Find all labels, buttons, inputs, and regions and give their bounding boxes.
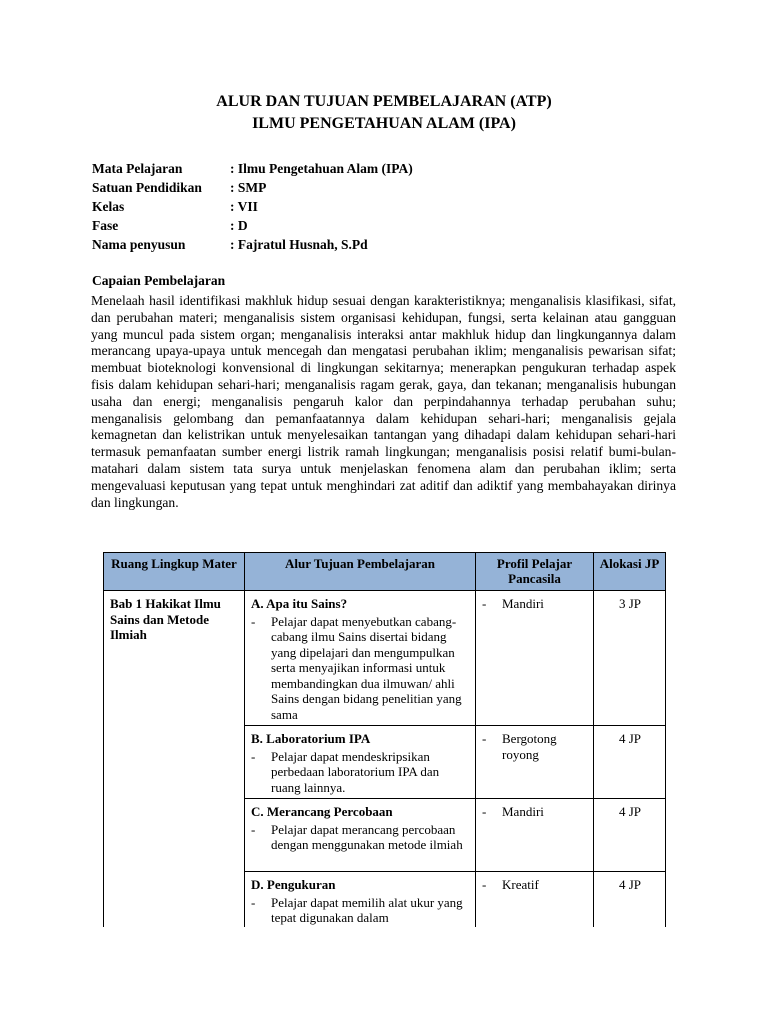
meta-row-kelas: [92, 197, 413, 216]
list-item: [251, 614, 470, 723]
list-item: [482, 731, 588, 762]
atp-cell: [245, 872, 476, 932]
header-ruang-lingkup: Ruang Lingkup Mater: [104, 553, 245, 591]
capaian-heading: Capaian Pembelajaran: [92, 273, 226, 288]
jp-cell: 4 JP: [594, 726, 666, 799]
atp-bullet-text: Pelajar dapat merancang percobaan dengan menggunakan metode ilmiah: [271, 821, 463, 852]
atp-table: [103, 552, 666, 932]
atp-heading: C. Merancang Percobaan: [251, 804, 393, 819]
atp-bullet-text: Pelajar dapat memilih alat ukur yang tepat digunakan dalam: [271, 894, 463, 925]
list-item: [251, 749, 470, 796]
profil-cell: [476, 726, 594, 799]
meta-value: : SMP: [230, 180, 267, 195]
table-header-row: [104, 553, 666, 591]
meta-row-nama-penyusun: [92, 235, 413, 254]
atp-cell: [245, 726, 476, 799]
meta-value: : Ilmu Pengetahuan Alam (IPA): [230, 161, 413, 176]
atp-bullet-text: Pelajar dapat menyebutkan cabang-cabang ilmu Sains disertai bidang yang dipelajari dan mengumpulkan serta menyajikan informasi untuk membandingkan dua ilmuwan/ ahli Sains dengan bidang penelitian yang sama: [271, 613, 462, 722]
atp-heading: D. Pengukuran: [251, 877, 336, 892]
dash-bullet: -: [482, 877, 487, 892]
dash-bullet: -: [482, 596, 487, 611]
dash-bullet: -: [251, 821, 256, 837]
atp-heading: B. Laboratorium IPA: [251, 731, 371, 746]
header-alur-tujuan: Alur Tujuan Pembelajaran: [245, 553, 476, 591]
page-bottom-margin: [0, 927, 768, 1024]
profil-cell: [476, 799, 594, 872]
atp-cell: [245, 799, 476, 872]
atp-heading: A. Apa itu Sains?: [251, 596, 348, 611]
meta-row-mata-pelajaran: [92, 159, 413, 178]
scope-cell: Bab 1 Hakikat Ilmu Sains dan Metode Ilmiah: [104, 591, 245, 932]
jp-cell: 4 JP: [594, 799, 666, 872]
dash-bullet: -: [251, 613, 256, 629]
document-title: ALUR DAN TUJUAN PEMBELAJARAN (ATP): [216, 93, 552, 110]
list-item: [251, 895, 470, 926]
header-alokasi-jp: Alokasi JP: [594, 553, 666, 591]
list-item: [482, 596, 588, 612]
profil-cell: [476, 591, 594, 726]
dash-bullet: -: [251, 748, 256, 764]
header-profil-pelajar: Profil Pelajar Pancasila: [476, 553, 594, 591]
atp-bullet-text: Pelajar dapat mendeskripsikan perbedaan laboratorium IPA dan ruang lainnya.: [271, 748, 440, 795]
jp-cell: 4 JP: [594, 872, 666, 932]
capaian-paragraph: Menelaah hasil identifikasi makhluk hidup sesuai dengan karakteristiknya; menganalisis klasifikasi, sifat, dan perubahan materi; menganalisis sistem organisasi kehidupan, fungsi, serta kelainan atau gangguan yang muncul pada sistem organ; menganalisis interaksi antar makhluk hidup dan lingkungannya dalam merancang upaya-upaya untuk mencegah dan mengatasi perubahan iklim; menganalisis pewarisan sifat; membuat bioteknologi konvensional di lingkungan sekitarnya; menerapkan pengukuran terhadap aspek fisis dalam kehidupan sehari-hari; menganalisis ragam gerak, gaya, dan tekanan; menganalisis hubungan usaha dan energi; menganalisis pengaruh kalor dan perpindahannya terhadap perubahan suhu; menganalisis gelombang dan pemanfaatannya dalam kehidupan sehari-hari; menganalisis gejala kemagnetan dan kelistrikan untuk menyelesaikan tantangan yang dihadapi dalam kehidupan sehari-hari termasuk pemanfaatan sumber energi listrik ramah lingkungan; menganalisis posisi relatif bumi-bulan-matahari dalam sistem tata surya untuk menjelaskan fenomena alam dan perubahan iklim; serta mengevaluasi keputusan yang tepat untuk menghindari zat aditif dan adiktif yang membahayakan dirinya dan lingkungan.: [91, 293, 676, 510]
profil-text: Bergotong royong: [502, 731, 557, 762]
table-row: [104, 591, 666, 726]
profil-text: Kreatif: [502, 877, 539, 892]
meta-label: Fase: [92, 218, 119, 233]
meta-label: Kelas: [92, 199, 125, 214]
dash-bullet: -: [251, 894, 256, 910]
meta-label: Mata Pelajaran: [92, 161, 183, 176]
meta-value: : Fajratul Husnah, S.Pd: [230, 237, 368, 252]
list-item: [251, 822, 470, 853]
meta-row-satuan-pendidikan: [92, 178, 413, 197]
meta-value: : D: [230, 218, 248, 233]
profil-text: Mandiri: [502, 596, 544, 611]
list-item: [482, 877, 588, 893]
profil-cell: [476, 872, 594, 932]
dash-bullet: -: [482, 804, 487, 819]
profil-text: Mandiri: [502, 804, 544, 819]
meta-label: Nama penyusun: [92, 237, 186, 252]
dash-bullet: -: [482, 731, 487, 746]
atp-cell: [245, 591, 476, 726]
jp-cell: 3 JP: [594, 591, 666, 726]
meta-row-fase: [92, 216, 413, 235]
meta-value: : VII: [230, 199, 258, 214]
document-subtitle: ILMU PENGETAHUAN ALAM (IPA): [252, 115, 516, 132]
identity-block: [92, 159, 413, 254]
meta-label: Satuan Pendidikan: [92, 180, 202, 195]
list-item: [482, 804, 588, 820]
